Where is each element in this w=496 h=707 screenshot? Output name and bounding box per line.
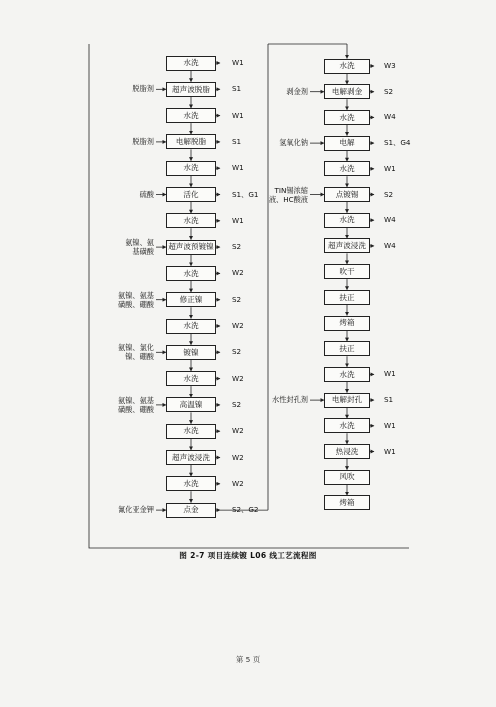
process-step-box: 水洗 [324, 59, 370, 74]
process-step-box: 水洗 [166, 424, 216, 439]
output-label: W1 [232, 58, 244, 67]
input-label: 氰化亚金钾 [118, 505, 154, 515]
process-step-box: 水洗 [166, 319, 216, 334]
output-label: W3 [384, 61, 396, 70]
output-label: S2 [384, 86, 394, 96]
process-step-box: 电解脱脂 [166, 134, 216, 149]
input-label: 脱脂剂 [132, 136, 154, 146]
output-label: S1、G1 [232, 189, 259, 199]
process-step-box: 水洗 [324, 110, 370, 125]
process-step-box: 水洗 [324, 161, 370, 176]
output-label: S2 [232, 242, 242, 252]
process-step-box: 超声波浸洗 [166, 450, 216, 465]
output-label: W1 [384, 446, 396, 456]
output-label: W1 [384, 420, 396, 430]
input-label: 剥金剂 [286, 86, 308, 96]
process-step-box: 扶正 [324, 341, 370, 356]
process-step-box: 吹干 [324, 264, 370, 279]
process-step-box: 水洗 [166, 56, 216, 71]
output-label: W2 [232, 268, 244, 278]
process-step-box: 扶正 [324, 290, 370, 305]
figure-caption: 图 2-7 项目连续镀 L06 线工艺流程图 [179, 551, 317, 560]
output-label: W1 [232, 163, 244, 173]
output-label: S2 [232, 347, 242, 357]
output-label: W1 [384, 163, 396, 173]
output-label: S1 [232, 84, 242, 94]
output-label: W4 [384, 215, 396, 225]
output-label: S2 [232, 399, 242, 409]
process-step-box: 超声波预镀镍 [166, 240, 216, 255]
output-label: S2 [232, 294, 242, 304]
input-label: TIN锡浓缩 液、HC酸液 [268, 185, 308, 204]
output-label: W1 [384, 369, 396, 379]
input-label: 氨镍、氨 基磺酸 [125, 238, 154, 257]
input-label: 脱脂剂 [132, 84, 154, 94]
input-label: 氨镍、氯化 镍、硼酸 [118, 343, 154, 362]
process-step-box: 点镀锡 [324, 187, 370, 202]
process-step-box: 电解剥金 [324, 84, 370, 99]
output-label: W2 [232, 321, 244, 330]
process-step-box: 点金 [166, 503, 216, 518]
process-step-box: 烤箱 [324, 316, 370, 331]
output-label: S2 [384, 189, 394, 199]
process-step-box: 活化 [166, 187, 216, 202]
process-step-box: 水洗 [324, 367, 370, 382]
process-step-box: 水洗 [166, 266, 216, 281]
process-step-box: 水洗 [166, 161, 216, 176]
input-label: 氨镍、氨基 磺酸、硼酸 [118, 395, 154, 414]
process-step-box: 水洗 [166, 371, 216, 386]
process-step-box: 修正镍 [166, 292, 216, 307]
input-label: 水性封孔剂 [272, 395, 308, 405]
output-label: W1 [232, 110, 244, 120]
output-label: W2 [232, 426, 244, 436]
process-step-box: 超声波脱脂 [166, 82, 216, 97]
process-step-box: 水洗 [166, 108, 216, 123]
output-label: S1 [232, 136, 242, 146]
process-step-box: 镀镍 [166, 345, 216, 360]
process-step-box: 水洗 [324, 418, 370, 433]
page-number: 第 5 页 [235, 655, 261, 664]
output-label: S1 [384, 395, 394, 405]
process-step-box: 热浸洗 [324, 444, 370, 459]
output-label: W2 [232, 478, 244, 488]
process-step-box: 风吹 [324, 470, 370, 485]
process-step-box: 水洗 [324, 213, 370, 228]
output-label: W4 [384, 240, 396, 250]
process-step-box: 电解 [324, 136, 370, 151]
input-label: 硫酸 [139, 189, 154, 199]
output-label: W2 [232, 373, 244, 383]
output-label: W2 [232, 452, 244, 462]
process-step-box: 烤箱 [324, 495, 370, 510]
input-label: 氨镍、氨基 磺酸、硼酸 [118, 290, 154, 309]
input-label: 氢氧化钠 [279, 138, 308, 148]
output-label: W1 [232, 215, 244, 225]
process-step-box: 电解封孔 [324, 393, 370, 408]
process-step-box: 高温镍 [166, 397, 216, 412]
output-label: W4 [384, 112, 396, 122]
output-label: S1、G4 [384, 138, 411, 148]
process-step-box: 水洗 [166, 213, 216, 228]
process-step-box: 水洗 [166, 476, 216, 491]
output-label: S2、G2 [232, 505, 259, 515]
process-step-box: 超声波浸洗 [324, 238, 370, 253]
